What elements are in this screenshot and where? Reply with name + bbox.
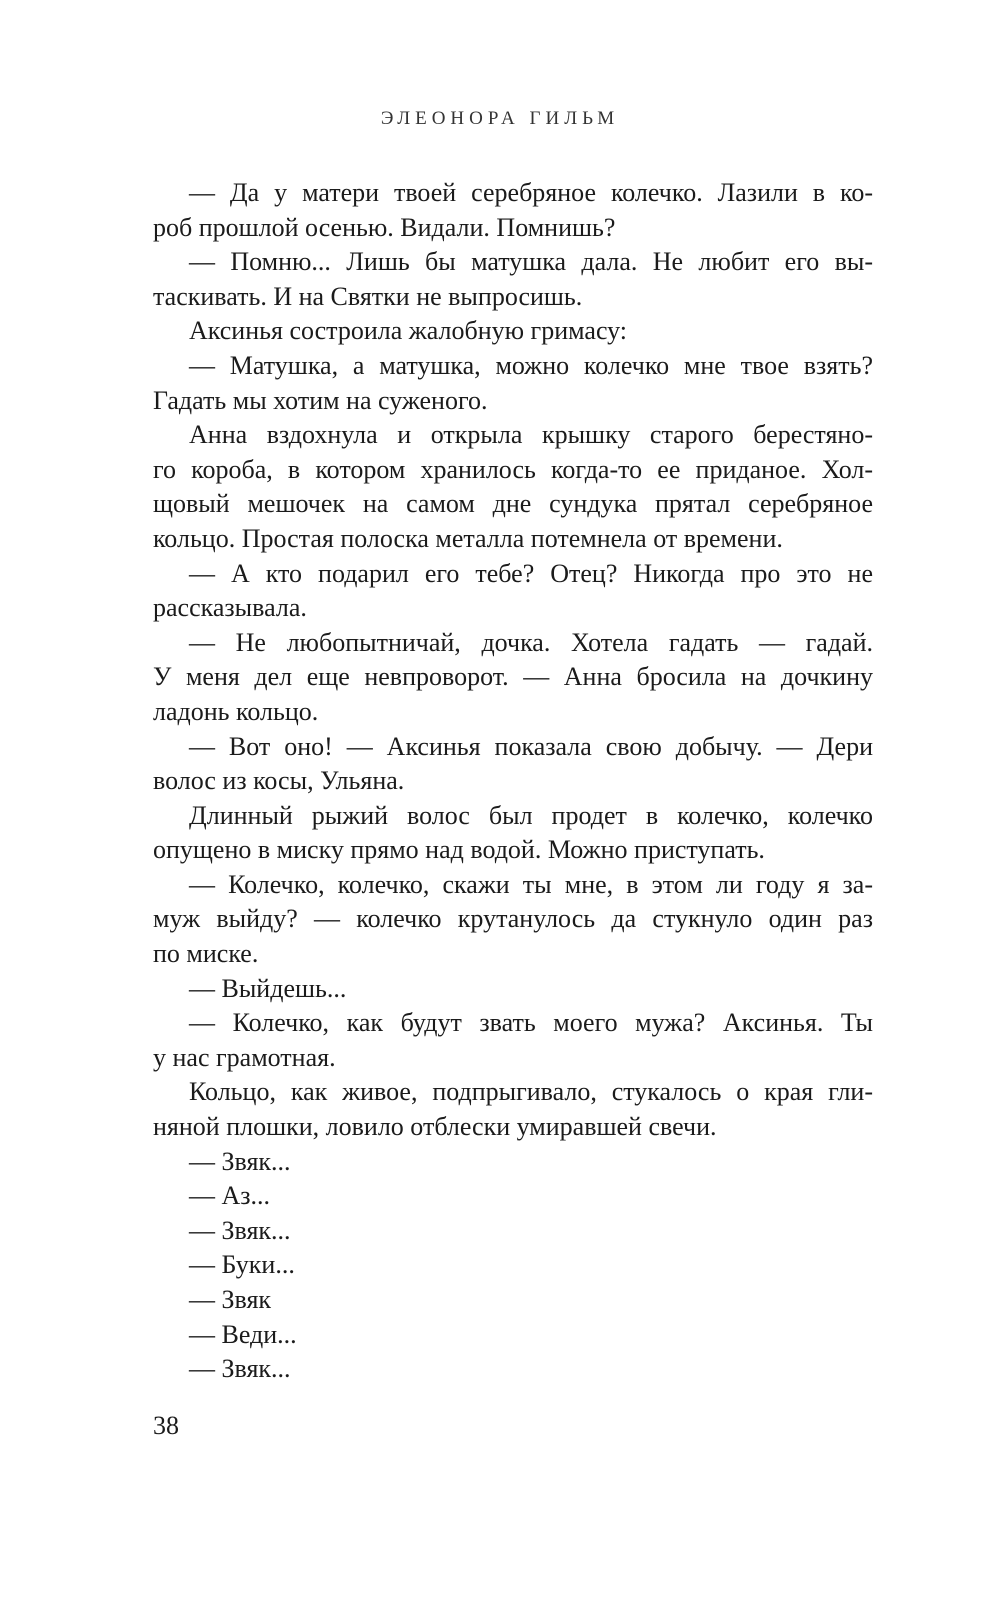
text-line: — Веди... [189, 1319, 297, 1349]
text-line: у нас грамотная. [153, 1042, 336, 1072]
text-line: — Вот оно! — Аксинья показала свою добычу. — Дери [189, 731, 873, 761]
text-line: Гадать мы хотим на суженого. [153, 385, 488, 415]
text-line: рассказывала. [153, 593, 307, 623]
text-line: — Помню... Лишь бы матушка дала. Не любит его вы- [189, 247, 873, 277]
text-line: — Колечко, как будут звать моего мужа? Аксинья. Ты [189, 1008, 873, 1038]
text-line: — Звяк [189, 1285, 272, 1314]
text-line: щовый мешочек на самом дне сундука прятал серебряное [153, 489, 873, 519]
text-line: — Звяк... [189, 1146, 291, 1176]
text-line: опущено в миску прямо над водой. Можно приступать. [153, 835, 765, 865]
running-head: ЭЛЕОНОРА ГИЛЬМ [380, 108, 620, 129]
text-line: — Не любопытничай, дочка. Хотела гадать — гадай. [189, 627, 873, 657]
text-line: — Звяк... [189, 1215, 291, 1245]
text-line: — А кто подарил его тебе? Отец? Никогда про это не [189, 558, 873, 588]
text-line: Длинный рыжий волос был продет в колечко, колечко [189, 800, 873, 830]
body-text [153, 176, 873, 1387]
text-line: — Выйдешь... [189, 973, 347, 1003]
text-line: ладонь кольцо. [153, 696, 319, 726]
text-line: — Колечко, колечко, скажи ты мне, в этом ли году я за- [189, 869, 873, 899]
text-line: Кольцо, как живое, подпрыгивало, стукалось о края гли- [189, 1077, 873, 1107]
text-line: таскивать. И на Святки не выпросишь. [153, 281, 583, 311]
text-line: — Аз... [189, 1181, 271, 1211]
text-line: го короба, в котором хранилось когда-то ее приданое. Хол- [153, 454, 873, 484]
text-line: кольцо. Простая полоска металла потемнела от времени. [153, 523, 783, 553]
text-line: — Матушка, а матушка, можно колечко мне твое взять? [189, 350, 873, 380]
text-line: роб прошлой осенью. Видали. Помнишь? [153, 212, 616, 242]
page-number: 38 [153, 1411, 179, 1440]
text-line: Аксинья состроила жалобную гримасу: [189, 316, 628, 346]
text-line: У меня дел еще невпроворот. — Анна бросила на дочкину [153, 662, 873, 692]
text-line: — Звяк... [189, 1354, 291, 1384]
text-line: — Да у матери твоей серебряное колечко. Лазили в ко- [189, 178, 873, 207]
text-line: няной плошки, ловило отблески умиравшей свечи. [153, 1112, 717, 1142]
text-line: — Буки... [189, 1250, 295, 1280]
text-line: волос из косы, Ульяна. [153, 766, 405, 796]
text-line: муж выйду? — колечко крутанулось да стукнуло один раз [153, 904, 873, 934]
text-line: Анна вздохнула и открыла крышку старого берестяно- [189, 420, 873, 450]
text-line: по миске. [153, 939, 259, 969]
